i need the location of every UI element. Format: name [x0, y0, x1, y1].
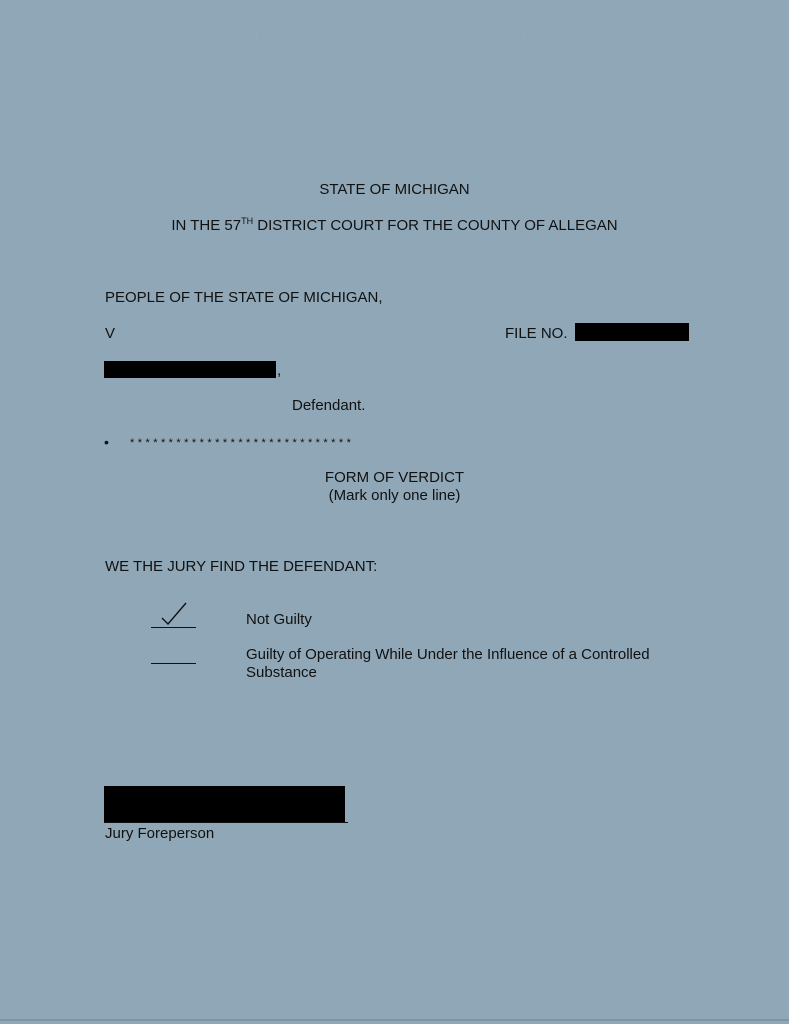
defendant-label: Defendant.	[292, 397, 366, 414]
state-heading: STATE OF MICHIGAN	[319, 181, 470, 198]
option-blank-line[interactable]	[151, 663, 196, 664]
option-label-line1: Guilty of Operating While Under the Influence of a Controlled	[246, 646, 650, 663]
defendant-name-redaction	[104, 361, 276, 378]
plaintiff-caption: PEOPLE OF THE STATE OF MICHIGAN,	[105, 289, 383, 306]
scan-artifact	[514, 24, 525, 46]
file-number-label: FILE NO.	[505, 325, 568, 342]
separator-bullet: •	[104, 434, 109, 450]
form-title: FORM OF VERDICT	[324, 469, 465, 486]
option-blank-line[interactable]	[151, 627, 196, 628]
court-heading: IN THE 57TH DISTRICT COURT FOR THE COUNTY OF ALLEGAN	[171, 216, 618, 234]
versus-label: V	[105, 325, 116, 342]
separator-stars: * * * * * * * * * * * * * * * * * * * * * * * * * * * * *	[130, 437, 352, 449]
jury-instruction: WE THE JURY FIND THE DEFENDANT:	[105, 558, 378, 575]
form-subtitle: (Mark only one line)	[328, 487, 461, 504]
option-label: Not Guilty	[246, 611, 312, 628]
foreperson-label: Jury Foreperson	[105, 825, 215, 842]
checkmark-icon	[158, 600, 192, 630]
option-label-line2: Substance	[246, 664, 317, 681]
foreperson-signature-redaction	[104, 786, 345, 822]
signature-line	[104, 822, 348, 823]
defendant-name-comma: ,	[277, 362, 282, 379]
file-number-redaction	[575, 323, 689, 341]
scan-artifact	[256, 24, 267, 46]
scan-bottom-edge	[0, 1019, 789, 1021]
